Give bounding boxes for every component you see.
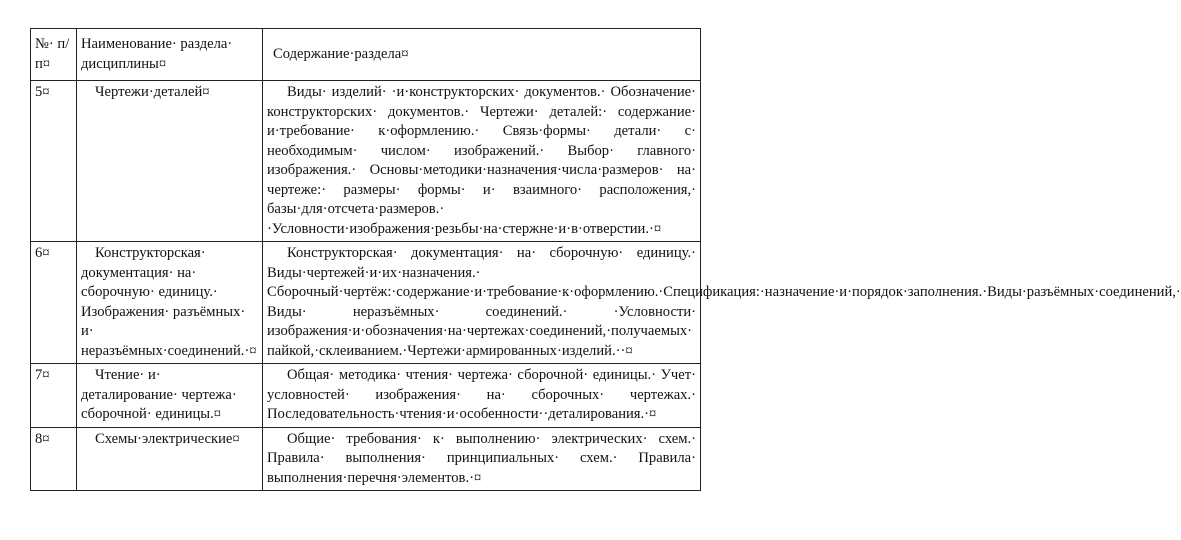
row-section-name-cell: Чтение· и· деталирование· чертежа· сборочной· единицы.¤ [77, 364, 263, 428]
row-section-content-cell: Общая· методика· чтения· чертежа· сборочной· единицы.· Учет· условностей· изображения· на· сборочных· чертежах.· Последовательность·чтения·и·особенности··деталирования.·¤ [263, 364, 701, 428]
table-row [31, 427, 701, 491]
header-section-name-cell: Наименование· раздела· дисциплины¤ [77, 29, 263, 81]
row-number-cell: 8¤ [31, 427, 77, 491]
document-page [30, 28, 1181, 491]
header-section-content-cell: Содержание·раздела¤ [263, 29, 701, 81]
row-number-cell: 6¤ [31, 242, 77, 364]
row-section-content-cell: Общие· требования· к· выполнению· электрических· схем.· Правила· выполнения· принципиальных· схем.· Правила· выполнения·перечня·элементов.·¤ [263, 427, 701, 491]
row-number-cell: 7¤ [31, 364, 77, 428]
row-section-name-cell: Чертежи·деталей¤ [77, 81, 263, 242]
row-section-name-cell: Схемы·электрические¤ [77, 427, 263, 491]
table-row [31, 364, 701, 428]
row-number-cell: 5¤ [31, 81, 77, 242]
table-header-row [31, 29, 701, 81]
table-row [31, 81, 701, 242]
table-row [31, 242, 701, 364]
curriculum-table [30, 28, 1181, 491]
row-section-name-cell: Конструкторская· документация· на· сборочную· единицу.· Изображения· разъёмных· и· неразъёмных·соединений.·¤ [77, 242, 263, 364]
row-section-content-cell: Виды· изделий· ·и·конструкторских· документов.· Обозначение· конструкторских· документов.· Чертежи· деталей:· содержание· и·требование· к·оформлению.· Связь·формы· детали· с· необходимым· числом· изображений.· Выбор· главного· изображения.· Основы·методики·назначения·числа·размеров· на· чертеже:· размеры· формы· и· взаимного· расположения,· базы·для·отсчета·размеров.· ·Условности·изображения·резьбы·на·стержне·и·в·отверстии.·¤ [263, 81, 701, 242]
row-section-content-cell: Конструкторская· документация· на· сборочную· единицу.· Виды·чертежей·и·их·назначения.· Сборочный·чертёж:·содержание·и·требование·к·оформлению.·Спецификация:·назначение·и·порядок·заполнения.·Виды·разъёмных·соединений,· Виды· неразъёмных· соединений.· ·Условности· изображения·и·обозначения·на·чертежах·соединений,·получаемых· пайкой,·склеиванием.·Чертежи·армированных·изделий.··¤ [263, 242, 701, 364]
header-number-cell: №· п/п¤ [31, 29, 77, 81]
